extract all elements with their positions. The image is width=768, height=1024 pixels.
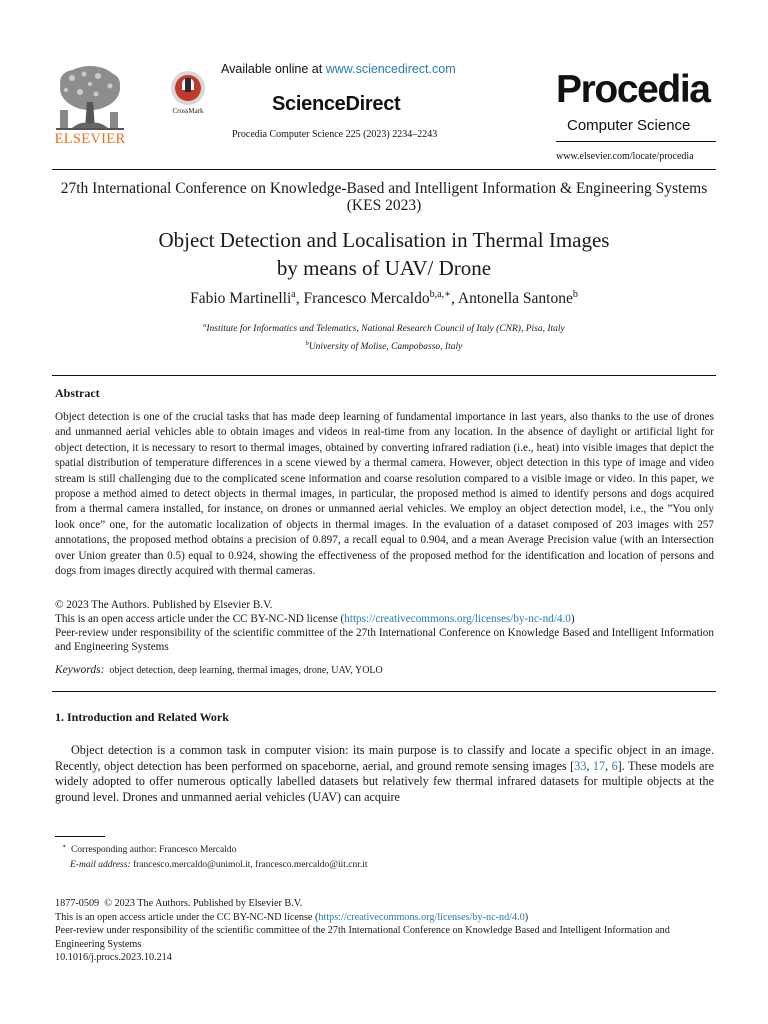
affiliation-text: Institute for Informatics and Telematics, National Research Council of Italy (CNR), Pisa, Italy xyxy=(206,324,565,335)
author-list xyxy=(52,289,716,308)
author xyxy=(190,290,303,307)
author-affil-mark: b,a,∗ xyxy=(429,289,451,300)
footer-license-prefix: This is an open access article under the CC BY-NC-ND license ( xyxy=(55,911,319,923)
license-prefix: This is an open access article under the CC BY-NC-ND license ( xyxy=(55,613,345,625)
affiliations xyxy=(52,319,716,355)
footnote-rule xyxy=(55,836,105,837)
footer-license-line xyxy=(55,911,715,925)
author-separator: , xyxy=(295,290,304,308)
affiliation-mark: a xyxy=(203,323,207,329)
conference-name: 27th International Conference on Knowledge-Based and Intelligent Information & Engineering Systems (KES 2023) xyxy=(60,180,708,214)
affiliation xyxy=(52,319,716,337)
doi[interactable]: 10.1016/j.procs.2023.10.214 xyxy=(55,952,172,963)
procedia-rule xyxy=(556,141,716,142)
author-affil-mark: b xyxy=(572,289,578,300)
author xyxy=(304,290,458,307)
paper-title xyxy=(52,226,716,282)
author xyxy=(458,290,578,307)
abstract-bottom-rule xyxy=(52,691,716,692)
email-addresses: francesco.mercaldo@unimol.it, francesco.mercaldo@iit.cnr.it xyxy=(132,860,368,871)
footer-peer-review: Peer-review under responsibility of the scientific committee of the 27th International Conference on Knowledge Based and Intelligent Information and Engineering Systems xyxy=(55,925,670,950)
intro-paragraph: Object detection is a common task in computer vision: its main purpose is to classify and locate a specific object in an image. Recently, object detection has been performed on spaceborne, aerial, and ground remote sensing images [33, 17, 6]. These models are widely adopted to offer numerous optically labelled datasets but relatively few thermal infrared datasets for multiple objects at the ground level. Drones and unmanned aerial vehicles (UAV) can acquire xyxy=(55,743,715,804)
author-name: Fabio Martinelli xyxy=(190,290,292,308)
citation-link[interactable]: 17 xyxy=(592,758,606,773)
abstract-top-rule xyxy=(52,375,716,376)
footer-issn-line xyxy=(55,897,715,911)
copyright-block xyxy=(55,598,714,654)
title-line-1: Object Detection and Localisation in Thermal Images xyxy=(158,228,610,252)
license-suffix: ) xyxy=(570,613,575,625)
journal-reference: Procedia Computer Science 225 (2023) 2234–2243 xyxy=(232,129,438,140)
available-online xyxy=(221,62,456,76)
sciencedirect-wordmark: ScienceDirect xyxy=(272,93,401,115)
citation-link[interactable]: 33 xyxy=(574,758,587,773)
issn: 1877-0509 xyxy=(55,898,100,909)
citation-link[interactable]: 6 xyxy=(611,758,618,773)
author-name: Antonella Santone xyxy=(457,290,573,308)
title-line-2: by means of UAV/ Drone xyxy=(276,256,492,280)
abstract-text: Object detection is one of the crucial tasks that has made deep learning of fundamental importance in last years, also thanks to the use of drones and unmanned aerial vehicles able to obtain images and videos in real-time from any location. In the absence of daylight or artificial light for object detection, it is necessary to resort to thermal images, obtained by converting infrared radiation (i.e., heat) into visible images that depict the spatial distribution of temperature differences in a scene viewed by a thermal camera. However, object detection in this type of image and video stream is still challenging due to the complicated scene information and coarse resolution compared to a visible image or video. In this paper, we propose a method aimed to detect objects in thermal images, in particular, the proposed method is aimed to identify persons and dogs acquired from a thermal camera installed, for instance, on drones or unmanned aerial vehicles. We employ an object detection model, i.e., the ”You only look once” one, for the automatic localization of objects in thermal images. In the evaluation of a dataset composed of 203 images with 257 annotations, the proposed method obtains a precision of 0.897, a recall equal to 0.904, and a mean Average Precision value (with an Intersection over Union greater than 0.5) equal to 0.924, showing the effectiveness of the proposed method for the identification and location of persons and dogs from images directly acquired with thermal cameras. xyxy=(55,411,714,578)
license-link[interactable]: https://creativecommons.org/licenses/by-nc-nd/4.0 xyxy=(344,613,571,625)
keywords-label: Keywords: xyxy=(55,664,105,676)
sciencedirect-link[interactable]: www.sciencedirect.com xyxy=(325,62,456,76)
crossmark-label: CrossMark xyxy=(172,107,204,115)
email-label: E-mail address: xyxy=(70,860,131,871)
computer-science-wordmark: Computer Science xyxy=(567,117,691,134)
procedia-wordmark: Procedia xyxy=(556,68,710,111)
footer-license-link[interactable]: https://creativecommons.org/licenses/by-nc-nd/4.0 xyxy=(318,911,525,923)
email-line xyxy=(62,858,368,873)
author-separator: , xyxy=(451,290,458,308)
affiliation xyxy=(52,337,716,355)
license-line xyxy=(55,612,714,626)
footer-copyright: © 2023 The Authors. Published by Elsevier B.V. xyxy=(104,898,303,909)
page-footer xyxy=(55,897,715,965)
footnote xyxy=(62,840,368,873)
keywords xyxy=(55,664,383,676)
elsevier-wordmark: ELSEVIER xyxy=(54,131,126,147)
available-prefix: Available online at xyxy=(221,62,326,76)
copyright-line: © 2023 The Authors. Published by Elsevier B.V. xyxy=(55,599,273,611)
corresponding-author xyxy=(62,840,368,858)
header-divider xyxy=(52,169,716,170)
footer-license-suffix: ) xyxy=(524,911,529,923)
locate-procedia-url[interactable]: www.elsevier.com/locate/procedia xyxy=(556,151,694,162)
intro-text-end: ]. These models are widely adopted to offer numerous optically labelled datasets but relatively few thermal infrared datasets for multiple objects at the ground level. Drones and unmanned aerial vehicles (UAV) can acquire xyxy=(55,758,715,804)
keywords-text: object detection, deep learning, thermal images, drone, UAV, YOLO xyxy=(109,665,383,676)
section-heading: 1. Introduction and Related Work xyxy=(55,710,229,724)
author-name: Francesco Mercaldo xyxy=(303,290,430,308)
footnote-mark: ∗ xyxy=(62,844,67,850)
corresponding-text: Corresponding author: Francesco Mercaldo xyxy=(70,845,237,856)
affiliation-text: University of Molise, Campobasso, Italy xyxy=(308,342,463,353)
peer-review-line: Peer-review under responsibility of the scientific committee of the 27th International Conference on Knowledge Based and Intelligent Information and Engineering Systems xyxy=(55,627,714,653)
abstract-heading: Abstract xyxy=(55,386,100,400)
intro-text-start: Object detection is a common task in computer vision: its main purpose is to classify and locate a specific object in an image. Recently, object detection has been performed on spaceborne, aerial, and ground remote sensing images [ xyxy=(55,743,714,773)
author-affil-mark: a xyxy=(291,289,296,300)
affiliation-mark: b xyxy=(305,341,309,348)
